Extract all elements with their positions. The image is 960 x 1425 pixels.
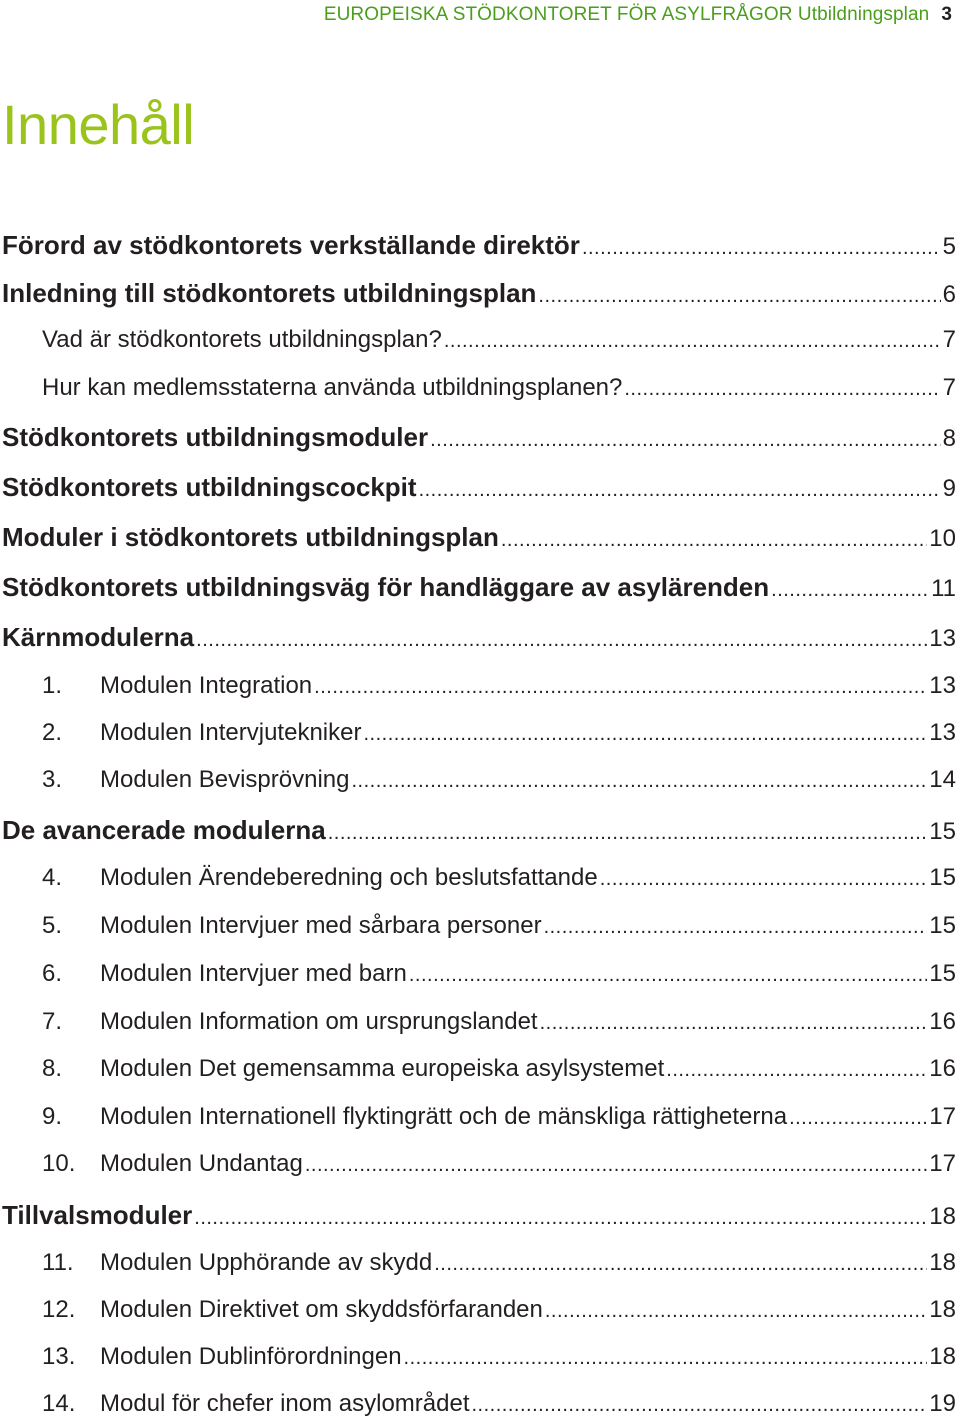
toc-entry-page: 9 [942,475,956,502]
toc-entry-label: De avancerade modulerna [2,815,326,845]
toc-dot-leader [789,1107,927,1130]
toc-entry[interactable] [2,864,956,898]
toc-entry-page: 14 [929,766,956,793]
toc-entry-number: 5. [42,912,63,939]
toc-entry-label: Modulen Upphörande av skydd [100,1249,433,1276]
toc-entry[interactable] [2,572,956,606]
toc-entry-number: 7. [42,1008,63,1035]
toc-dot-leader [351,770,927,793]
toc-entry-number: 9. [42,1103,63,1130]
toc-entry[interactable] [2,1055,956,1089]
toc-entry-page: 17 [929,1150,956,1177]
toc-entry[interactable] [2,422,956,456]
toc-entry-label: Modulen Integration [100,672,313,699]
toc-entry-page: 13 [929,625,956,652]
toc-entry-label: Modulen Intervjuer med barn [100,960,407,987]
toc-dot-leader [328,822,928,845]
toc-dot-leader [305,1154,927,1177]
toc-dot-leader [434,1253,927,1276]
toc-entry[interactable] [2,1150,956,1184]
toc-entry-page: 18 [929,1343,956,1370]
toc-dot-leader [600,868,928,891]
toc-entry-page: 13 [929,672,956,699]
toc-entry-label: Modulen Dublinförordningen [100,1343,402,1370]
page-title: Innehåll [2,93,195,156]
toc-entry-page: 13 [929,719,956,746]
toc-entry-page: 6 [942,281,956,308]
toc-entry[interactable] [2,522,956,556]
toc-entry-page: 16 [929,1008,956,1035]
toc-entry[interactable] [2,1200,956,1234]
toc-dot-leader [363,723,927,746]
toc-dot-leader [194,1207,927,1230]
toc-entry-number: 12. [42,1296,76,1323]
toc-entry[interactable] [2,326,956,360]
toc-entry[interactable] [2,1390,956,1424]
toc-entry[interactable] [2,1103,956,1137]
toc-dot-leader [538,285,940,308]
toc-entry-page: 10 [929,525,956,552]
toc-entry-number: 14. [42,1390,76,1417]
toc-entry[interactable] [2,374,956,408]
toc-entry-label: Förord av stödkontorets verkställande direktör [2,230,580,260]
toc-entry-page: 18 [929,1249,956,1276]
toc-entry-label: Modulen Det gemensamma europeiska asylsystemet [100,1055,665,1082]
toc-entry-label: Inledning till stödkontorets utbildningsplan [2,278,537,308]
toc-entry[interactable] [2,622,956,656]
toc-entry-page: 11 [931,575,956,602]
toc-entry-label: Stödkontorets utbildningsmoduler [2,422,429,452]
toc-entry-label: Modul för chefer inom asylområdet [100,1390,470,1417]
toc-entry-label: Modulen Undantag [100,1150,303,1177]
toc-entry-number: 2. [42,719,63,746]
toc-entry-page: 18 [929,1296,956,1323]
toc-entry-label: Modulen Intervjutekniker [100,719,362,746]
toc-entry-page: 19 [929,1390,956,1417]
toc-dot-leader [501,529,927,552]
toc-entry-page: 16 [929,1055,956,1082]
toc-entry-page: 15 [929,864,956,891]
toc-entry[interactable] [2,815,956,849]
toc-dot-leader [540,1012,928,1035]
toc-entry-page: 5 [942,233,956,260]
toc-entry-label: Modulen Bevisprövning [100,766,350,793]
toc-dot-leader [545,1300,927,1323]
toc-entry-number: 1. [42,672,63,699]
toc-entry[interactable] [2,472,956,506]
toc-entry-number: 13. [42,1343,76,1370]
toc-dot-leader [472,1394,928,1417]
toc-dot-leader [624,378,940,401]
toc-entry[interactable] [2,912,956,946]
toc-entry-page: 15 [929,960,956,987]
toc-entry-label: Modulen Internationell flyktingrätt och de mänskliga rättigheterna [100,1103,788,1130]
toc-entry-number: 10. [42,1150,76,1177]
toc-entry[interactable] [2,230,956,264]
toc-entry-label: Tillvalsmoduler [2,1200,193,1230]
running-header-title: EUROPEISKA STÖDKONTORET FÖR ASYLFRÅGOR Utbildningsplan [323,4,930,25]
toc-entry[interactable] [2,1008,956,1042]
toc-dot-leader [404,1347,928,1370]
toc-entry-label: Modulen Information om ursprungslandet [100,1008,538,1035]
page-number: 3 [941,4,952,25]
toc-dot-leader [444,330,941,353]
toc-entry-label: Modulen Ärendeberedning och beslutsfattande [100,864,598,891]
toc-dot-leader [196,629,927,652]
toc-entry[interactable] [2,672,956,706]
toc-entry-page: 15 [929,818,956,845]
toc-entry[interactable] [2,766,956,800]
toc-entry-page: 8 [942,425,956,452]
toc-entry-page: 17 [929,1103,956,1130]
toc-entry[interactable] [2,719,956,753]
toc-dot-leader [314,676,927,699]
toc-entry[interactable] [2,1296,956,1330]
running-header [324,4,952,26]
toc-dot-leader [430,429,941,452]
toc-entry-label: Moduler i stödkontorets utbildningsplan [2,522,499,552]
toc-entry[interactable] [2,278,956,312]
toc-entry-number: 4. [42,864,63,891]
toc-dot-leader [666,1059,927,1082]
toc-entry-label: Hur kan medlemsstaterna använda utbildningsplanen? [42,374,623,401]
toc-dot-leader [771,579,929,602]
toc-entry-label: Stödkontorets utbildningsväg för handläggare av asylärenden [2,572,770,602]
toc-dot-leader [544,916,928,939]
toc-entry-page: 7 [942,374,956,401]
toc-dot-leader [419,479,941,502]
toc-entry-number: 3. [42,766,63,793]
toc-entry-label: Kärnmodulerna [2,622,195,652]
toc-entry[interactable] [2,1343,956,1377]
toc-entry-page: 15 [929,912,956,939]
toc-entry[interactable] [2,960,956,994]
toc-entry-page: 18 [929,1203,956,1230]
toc-entry-number: 11. [42,1249,74,1276]
toc-entry[interactable] [2,1249,956,1283]
toc-entry-label: Modulen Intervjuer med sårbara personer [100,912,542,939]
toc-entry-label: Modulen Direktivet om skyddsförfaranden [100,1296,543,1323]
toc-dot-leader [582,237,941,260]
toc-entry-label: Vad är stödkontorets utbildningsplan? [42,326,442,353]
toc-entry-page: 7 [942,326,956,353]
toc-dot-leader [409,964,927,987]
toc-entry-label: Stödkontorets utbildningscockpit [2,472,417,502]
toc-entry-number: 8. [42,1055,63,1082]
toc-entry-number: 6. [42,960,63,987]
